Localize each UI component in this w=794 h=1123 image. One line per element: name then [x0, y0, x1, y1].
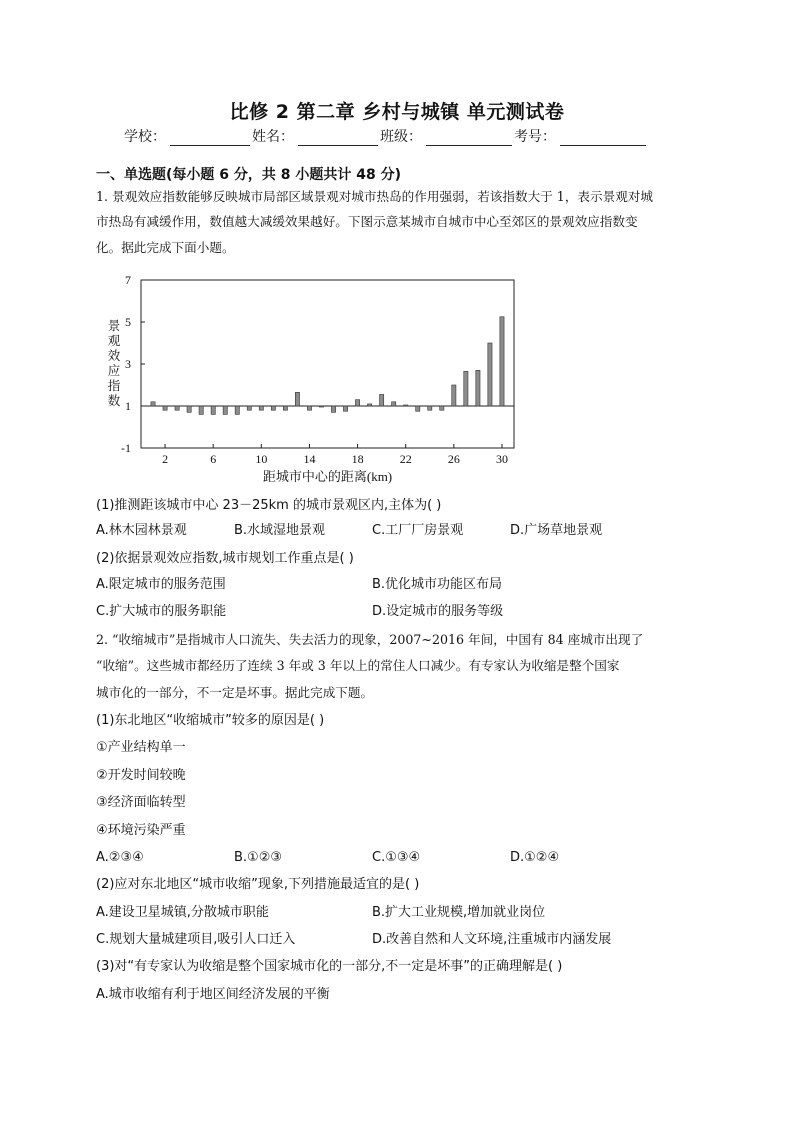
chart-bar — [211, 406, 215, 414]
q2-sub1-option-b[interactable]: B.①②③ — [234, 850, 283, 865]
plot-frame — [141, 280, 514, 448]
chart-bar — [259, 406, 263, 410]
q2-sub1-option-a[interactable]: A.②③④ — [96, 850, 144, 865]
q1-stem-line-2: 市热岛有减缓作用，数值越大减缓效果越好。下图示意某城市自城市中心至郊区的景观效应指数变 — [96, 214, 638, 229]
chart-bar — [331, 406, 335, 412]
q1-sub2-stem: (2)依据景观效应指数,城市规划工作重点是( ) — [96, 551, 354, 566]
q2-sub1-item-3: ③经济面临转型 — [96, 795, 186, 810]
school-blank[interactable] — [170, 129, 250, 146]
chart-bar — [440, 406, 444, 410]
student-info-line — [124, 126, 648, 146]
name-blank[interactable] — [298, 129, 378, 146]
x-tick-label: 6 — [210, 452, 217, 466]
q1-sub2-option-c[interactable]: C.扩大城市的服务职能 — [96, 604, 227, 619]
chart-bar — [476, 370, 480, 406]
chart-bar — [380, 394, 384, 406]
y-axis-label: 景观效应指数 — [107, 319, 121, 408]
q2-sub2-stem: (2)应对东北地区“城市收缩”现象,下列措施最适宜的是( ) — [96, 877, 420, 892]
q1-sub1-stem: (1)推测距该城市中心 23－25km 的城市景观区内,主体为( ) — [96, 498, 442, 513]
x-tick-label: 22 — [399, 452, 412, 466]
name-label: 姓名： — [252, 129, 294, 145]
chart-bar — [404, 405, 408, 406]
chart-bar — [488, 343, 492, 406]
chart-bar — [343, 406, 347, 411]
x-tick-label: 2 — [162, 452, 169, 466]
y-tick-label: 1 — [125, 399, 131, 413]
chart-bar — [355, 400, 359, 406]
chart-bar — [464, 371, 468, 406]
chart-bar — [235, 406, 239, 414]
chart-bar — [452, 385, 456, 406]
y-tick-label: 3 — [125, 357, 131, 371]
q1-sub2-option-b[interactable]: B.优化城市功能区布局 — [372, 577, 503, 592]
exam-no-label: 考号： — [514, 129, 556, 145]
chart-bar — [295, 392, 299, 406]
chart-bar — [392, 402, 396, 406]
y-tick-label: -1 — [121, 441, 131, 455]
q1-sub2-option-a[interactable]: A.限定城市的服务范围 — [96, 577, 226, 592]
q2-stem-line-2: “收缩”。这些城市都经历了连续 3 年或 3 年以上的常住人口减少。有专家认为收缩是整个国家 — [96, 658, 620, 673]
x-axis-label: 距城市中心的距离(km) — [262, 469, 393, 484]
q2-sub1-item-4: ④环境污染严重 — [96, 823, 186, 838]
q2-sub2-option-d[interactable]: D.改善自然和人文环境,注重城市内涵发展 — [372, 932, 612, 947]
q2-sub2-option-c[interactable]: C.规划大量城建项目,吸引人口迁入 — [96, 932, 296, 947]
chart-bar — [307, 406, 311, 410]
q1-sub1-option-c[interactable]: C.工厂厂房景观 — [372, 523, 464, 538]
chart-bar — [175, 406, 179, 410]
x-tick-label: 26 — [447, 452, 460, 466]
q2-sub1-option-c[interactable]: C.①③④ — [372, 850, 421, 865]
q1-sub1-option-b[interactable]: B.水域湿地景观 — [234, 523, 326, 538]
page-title: 比修 2 第二章 乡村与城镇 单元测试卷 — [229, 101, 565, 123]
chart-bar — [500, 317, 504, 406]
q2-sub1-item-2: ②开发时间较晚 — [96, 768, 186, 783]
y-tick-label: 7 — [125, 273, 131, 287]
landscape-effect-chart — [100, 268, 530, 490]
q2-sub1-item-1: ①产业结构单一 — [96, 740, 186, 755]
chart-svg — [100, 268, 530, 490]
q2-sub2-option-b[interactable]: B.扩大工业规模,增加就业岗位 — [372, 905, 546, 920]
chart-bar — [271, 406, 275, 410]
q2-sub3-stem: (3)对“有专家认为收缩是整个国家城市化的一部分,不一定是坏事”的正确理解是( ) — [96, 959, 563, 974]
q2-stem-line-3: 城市化的一部分，不一定是坏事。据此完成下题。 — [96, 685, 374, 700]
chart-bar — [163, 406, 167, 410]
x-tick-label: 14 — [303, 452, 316, 466]
x-tick-label: 10 — [255, 452, 268, 466]
q2-stem-line-1: 2. “收缩城市”是指城市人口流失、失去活力的现象，2007~2016 年间，中国有 84 座城市出现了 — [96, 632, 644, 647]
school-label: 学校： — [124, 129, 166, 145]
chart-bar — [283, 406, 287, 410]
chart-bar — [368, 404, 372, 406]
exam-no-blank[interactable] — [560, 129, 646, 146]
chart-bar — [319, 406, 323, 407]
q2-sub3-option-a[interactable]: A.城市收缩有利于地区间经济发展的平衡 — [96, 987, 330, 1002]
q2-sub2-option-a[interactable]: A.建设卫星城镇,分散城市职能 — [96, 905, 269, 920]
class-label: 班级： — [380, 129, 422, 145]
chart-bar — [223, 406, 227, 414]
x-tick-label: 30 — [495, 452, 508, 466]
x-tick-label: 18 — [351, 452, 364, 466]
chart-bar — [151, 402, 155, 406]
chart-bar — [247, 406, 251, 410]
q2-sub1-stem: (1)东北地区“收缩城市”较多的原因是( ) — [96, 713, 325, 728]
q1-sub2-option-d[interactable]: D.设定城市的服务等级 — [372, 604, 504, 619]
chart-bar — [187, 406, 191, 412]
y-tick-label: 5 — [125, 315, 131, 329]
q1-sub1-option-a[interactable]: A.林木园林景观 — [96, 523, 187, 538]
chart-bar — [199, 406, 203, 414]
q1-stem-line-1: 1. 景观效应指数能够反映城市局部区域景观对城市热岛的作用强弱，若该指数大于 1，表示景观对城 — [96, 189, 653, 204]
q2-sub1-option-d[interactable]: D.①②④ — [510, 850, 560, 865]
chart-bar — [416, 406, 420, 411]
q1-sub1-option-d[interactable]: D.广场草地景观 — [510, 523, 603, 538]
section-heading: 一、单选题(每小题 6 分，共 8 小题共计 48 分) — [96, 167, 402, 183]
class-blank[interactable] — [426, 129, 512, 146]
q1-stem-line-3: 化。据此完成下面小题。 — [96, 240, 235, 255]
chart-bar — [428, 406, 432, 410]
